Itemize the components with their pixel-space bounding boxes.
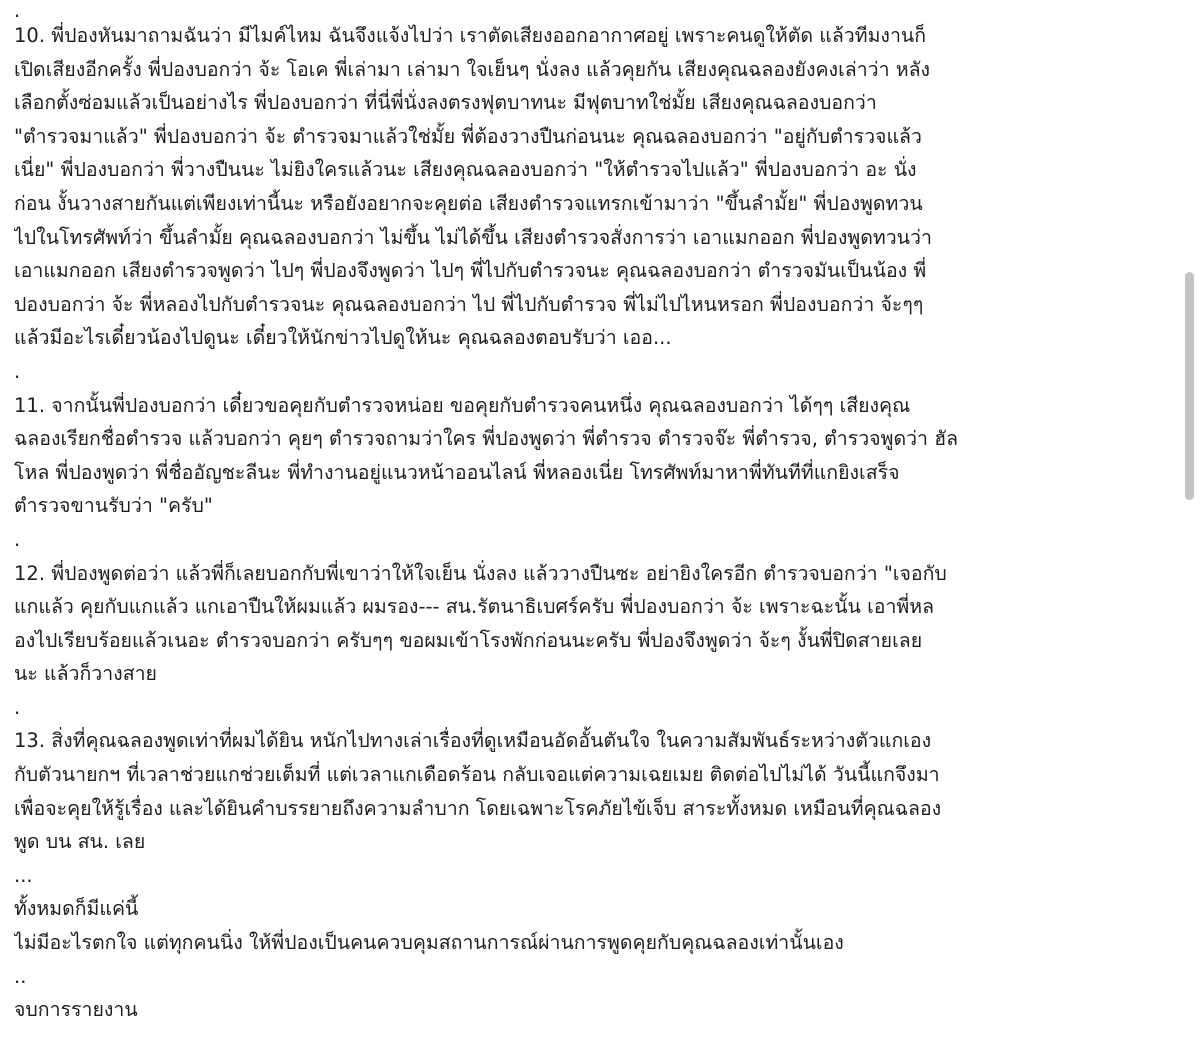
paragraph-line: 12. พี่ปองพูดต่อว่า แล้วพี่ก็เลยบอกกับพี่เขาว่าให้ใจเย็น นั่งลง แล้ววางปืนซะ อย่ายิงใครอีก ตำรวจบอกว่า "เจอกับ xyxy=(14,561,947,585)
scrollbar-thumb[interactable] xyxy=(1185,272,1194,500)
paragraph-12 xyxy=(14,557,1166,691)
paragraph-line: ปองบอกว่า จ้ะ พี่หลองไปกับตำรวจนะ คุณฉลองบอกว่า ไป พี่ไปกับตำรวจ พี่ไม่ไปไหนหรอก พี่ปองบอกว่า จ้ะๆๆ xyxy=(14,292,924,316)
paragraph-line: กับตัวนายกฯ ที่เวลาช่วยแกช่วยเต็มที่ แต่เวลาแกเดือดร้อน กลับเจอแต่ความเฉยเมย ติดต่อไปไม่ได้ วันนี้แกจึงมา xyxy=(14,763,940,787)
paragraph-line: เอาแมกออก เสียงตำรวจพูดว่า ไปๆ พี่ปองจึงพูดว่า ไปๆ พี่ไปกับตำรวจนะ คุณฉลองบอกว่า ตำรวจมันเป็นน้อง พี่ xyxy=(14,259,927,283)
summary-line: ทั้งหมดก็มีแค่นี้ xyxy=(14,897,139,921)
paragraph-line: เนี่ย" พี่ปองบอกว่า พี่วางปืนนะ ไม่ยิงใครแล้วนะ เสียงคุณฉลองบอกว่า "ให้ตำรวจไปแล้ว" พี่ปองบอกว่า อะ นั่ง xyxy=(14,158,917,182)
paragraph-line: 10. พี่ปองหันมาถามฉันว่า มีไมค์ไหม ฉันจึงแจ้งไปว่า เราตัดเสียงออกอากาศอยู่ เพราะคนดูให้ตัด แล้วทีมงานก็ xyxy=(14,24,927,47)
separator-dots: .. xyxy=(14,964,27,988)
paragraph-line: ก่อน งั้นวางสายกันแต่เพียงเท่านี้นะ หรือยังอยากจะคุยต่อ เสียงตำรวจแทรกเข้ามาว่า "ขึ้นลำมั้ย" พี่ปองพูดทวน xyxy=(14,191,923,215)
paragraph-line: เลือกตั้งซ่อมแล้วเป็นอย่างไร พี่ปองบอกว่า ที่นี่พี่นั่งลงตรงฟุตบาทนะ มีฟุตบาทใช่มั้ย เสียงคุณฉลองบอกว่า xyxy=(14,91,877,115)
vertical-scrollbar[interactable] xyxy=(1182,0,1200,1060)
paragraph-11 xyxy=(14,389,1166,523)
paragraph-line: แกแล้ว คุยกับแกแล้ว แกเอาปืนให้ผมแล้ว ผมรอง--- สน.รัตนาธิเบศร์ครับ พี่ปองบอกว่า จ้ะ เพราะฉะนั้น เอาพี่หล xyxy=(14,595,935,619)
paragraph-10 xyxy=(14,19,1166,355)
paragraph-line: ฉลองเรียกชื่อตำรวจ แล้วบอกว่า คุยๆ ตำรวจถามว่าใคร พี่ปองพูดว่า พี่ตำรวจ ตำรวจจ๊ะ พี่ตำรวจ, ตำรวจพูดว่า ฮัล xyxy=(14,427,959,451)
paragraph-line: นะ แล้วก็วางสาย xyxy=(14,662,157,686)
separator-dot: . xyxy=(14,359,21,383)
separator-dot: . xyxy=(14,527,21,551)
paragraph-line: ตำรวจขานรับว่า "ครับ" xyxy=(14,494,213,518)
paragraph-line: แล้วมีอะไรเดี๋ยวน้องไปดูนะ เดี๋ยวให้นักข่าวไปดูให้นะ คุณฉลองตอบรับว่า เออ... xyxy=(14,326,672,350)
ellipsis-line: ... xyxy=(14,863,33,887)
paragraph-line: พูด บน สน. เลย xyxy=(14,830,146,854)
paragraph-line: เพื่อจะคุยให้รู้เรื่อง และได้ยินคำบรรยายถึงความลำบาก โดยเฉพาะโรคภัยไข้เจ็บ สาระทั้งหมด เหมือนที่คุณฉลอง xyxy=(14,796,942,820)
paragraph-line: 13. สิ่งที่คุณฉลองพูดเท่าที่ผมได้ยิน หนักไปทางเล่าเรื่องที่ดูเหมือนอัดอั้นตันใจ ในความสัมพันธ์ระหว่างตัวแกเอง xyxy=(14,729,932,753)
ending-line: จบการรายงาน xyxy=(14,998,138,1022)
paragraph-line: เปิดเสียงอีกครั้ง พี่ปองบอกว่า จ้ะ โอเค พี่เล่ามา เล่ามา ใจเย็นๆ นั่งลง แล้วคุยกัน เสียงคุณฉลองยังคงเล่าว่า หลัง xyxy=(14,57,931,81)
summary-line: ไม่มีอะไรตกใจ แต่ทุกคนนิ่ง ให้พี่ปองเป็นคนควบคุมสถานการณ์ผ่านการพูดคุยกับคุณฉลองเท่านั้นเอง xyxy=(14,931,844,955)
paragraph-line: โหล พี่ปองพูดว่า พี่ชื่ออัญชะลีนะ พี่ทำงานอยู่แนวหน้าออนไลน์ พี่หลองเนี่ย โทรศัพท์มาหาพี่ทันทีที่แกยิงเสร็จ xyxy=(14,460,900,484)
paragraph-line: "ตำรวจมาแล้ว" พี่ปองบอกว่า จ้ะ ตำรวจมาแล้วใช่มั้ย พี่ต้องวางปืนก่อนนะ คุณฉลองบอกว่า "อยู่กับตำรวจแล้ว xyxy=(14,124,922,148)
separator-dot: . xyxy=(14,0,21,22)
paragraph-line: 11. จากนั้นพี่ปองบอกว่า เดี๋ยวขอคุยกับตำรวจหน่อย ขอคุยกับตำรวจคนหนึ่ง คุณฉลองบอกว่า ได้ๆๆ เสียงคุณ xyxy=(14,393,911,417)
paragraph-line: ไปในโทรศัพท์ว่า ขึ้นลำมั้ย คุณฉลองบอกว่า ไม่ขึ้น ไม่ได้ขึ้น เสียงตำรวจสั่งการว่า เอาแมกออก พี่ปองพูดทวนว่า xyxy=(14,225,932,249)
paragraph-line: องไปเรียบร้อยแล้วเนอะ ตำรวจบอกว่า ครับๆๆ ขอผมเข้าโรงพักก่อนนะครับ พี่ปองจึงพูดว่า จ้ะๆ งั้นพี่ปิดสายเลย xyxy=(14,628,923,652)
paragraph-13 xyxy=(14,724,1166,858)
separator-dot: . xyxy=(14,695,21,719)
